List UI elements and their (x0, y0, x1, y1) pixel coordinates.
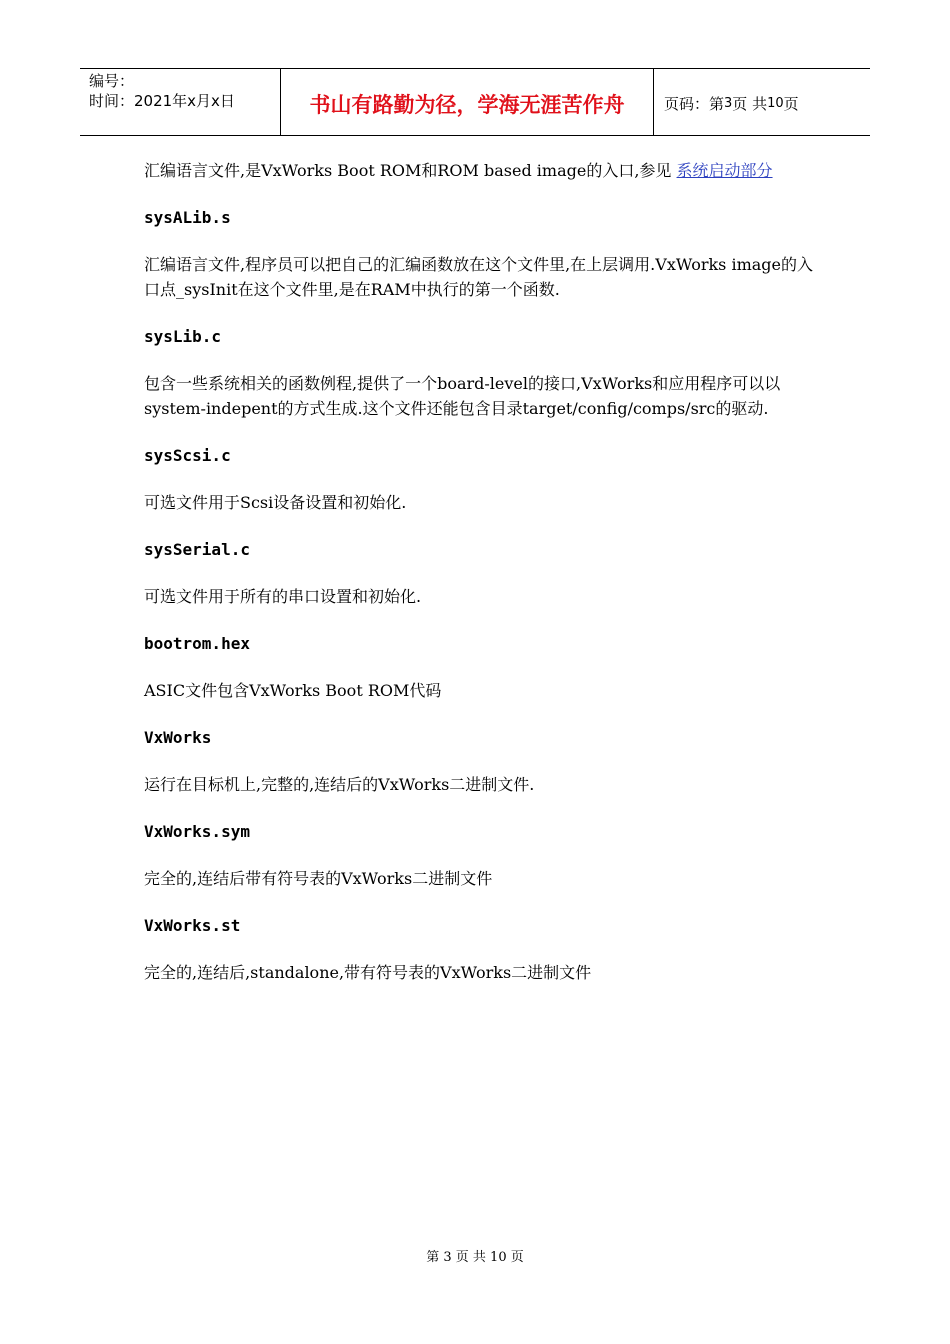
file-name: sysALib.s (144, 208, 231, 227)
header-meta (80, 69, 281, 135)
page-total: 10 (767, 95, 784, 111)
page-mid: 页 共 (732, 94, 768, 113)
file-description: ASIC文件包含VxWorks Boot ROM代码 (144, 681, 442, 700)
intro-paragraph (144, 158, 814, 183)
file-description: 完全的,连结后带有符号表的VxWorks二进制文件 (144, 869, 493, 888)
file-description: 运行在目标机上,完整的,连结后的VxWorks二进制文件. (144, 775, 535, 794)
file-name: sysScsi.c (144, 446, 231, 465)
page-suffix: 页 (783, 94, 799, 113)
header-page-info (654, 69, 870, 135)
document-body (144, 158, 814, 1007)
file-description: 完全的,连结后,standalone,带有符号表的VxWorks二进制文件 (144, 963, 592, 982)
file-name: bootrom.hex (144, 634, 250, 653)
page-prefix: 页码：第 (664, 94, 725, 113)
page-header (80, 68, 870, 136)
document-date: 时间：2021年x月x日 (89, 92, 235, 110)
file-description: 包含一些系统相关的函数例程,提供了一个board-level的接口,VxWorks和应用程序可以以system-indepent的方式生成.这个文件还能包含目录target/config/comps/src的驱动. (144, 374, 781, 418)
file-name: sysSerial.c (144, 540, 250, 559)
header-motto: 书山有路勤为径，学海无涯苦作舟 (281, 69, 654, 135)
intro-text: 汇编语言文件,是VxWorks Boot ROM和ROM based image的入口,参见 (144, 161, 677, 180)
file-name: sysLib.c (144, 327, 222, 346)
file-name: VxWorks.sym (144, 822, 250, 841)
file-description: 可选文件用于Scsi设备设置和初始化. (144, 493, 407, 512)
page-footer: 第 3 页 共 10 页 (426, 1250, 524, 1265)
boot-section-link[interactable]: 系统启动部分 (676, 161, 773, 180)
page-current: 3 (724, 95, 733, 111)
file-name: VxWorks (144, 728, 212, 747)
file-description: 汇编语言文件,程序员可以把自己的汇编函数放在这个文件里,在上层调用.VxWorks image的入口点_sysInit在这个文件里,是在RAM中执行的第一个函数. (144, 255, 814, 299)
file-name: VxWorks.st (144, 916, 241, 935)
file-description: 可选文件用于所有的串口设置和初始化. (144, 587, 422, 606)
document-number-label: 编号： (89, 72, 135, 90)
